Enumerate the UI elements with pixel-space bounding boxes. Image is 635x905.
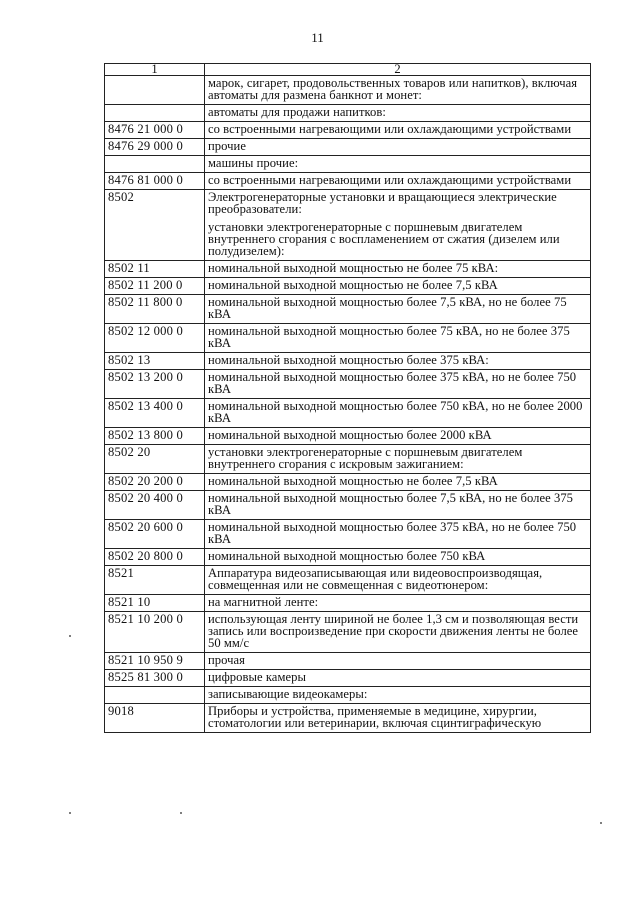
scan-speck [69, 635, 71, 637]
goods-description [205, 139, 591, 156]
goods-description [205, 520, 591, 549]
table-row [105, 190, 591, 261]
tariff-code: 8476 29 000 0 [105, 139, 205, 156]
tariff-table [104, 63, 591, 733]
description-line: прочие [208, 139, 246, 153]
table-row [105, 139, 591, 156]
table-row [105, 491, 591, 520]
description-line: установки электрогенераторные с поршневым двигателем внутреннего сгорания с воспламенением от сжатия (дизелем или полудизелем): [208, 220, 560, 258]
description-line: номинальной выходной мощностью более 2000 кВА [208, 428, 492, 442]
table-row [105, 324, 591, 353]
table-row [105, 653, 591, 670]
description-line: номинальной выходной мощностью более 7,5 кВА, но не более 375 кВА [208, 491, 574, 517]
goods-description [205, 687, 591, 704]
table-row [105, 428, 591, 445]
table-row [105, 549, 591, 566]
description-line: номинальной выходной мощностью не более 75 кВА: [208, 261, 499, 275]
tariff-code: 8476 81 000 0 [105, 173, 205, 190]
description-line: номинальной выходной мощностью более 75 кВА, но не более 375 кВА [208, 324, 570, 350]
table-row [105, 520, 591, 549]
goods-description [205, 353, 591, 370]
description-line: прочая [208, 653, 246, 667]
table-row [105, 295, 591, 324]
goods-description [205, 122, 591, 139]
tariff-code: 8502 20 600 0 [105, 520, 205, 549]
table-row [105, 261, 591, 278]
description-line: записывающие видеокамеры: [208, 687, 368, 701]
table-row [105, 173, 591, 190]
goods-description [205, 612, 591, 653]
goods-description [205, 399, 591, 428]
table-row [105, 670, 591, 687]
scan-speck [69, 812, 71, 814]
table-row [105, 445, 591, 474]
description-line: цифровые камеры [208, 670, 306, 684]
goods-description [205, 491, 591, 520]
goods-description [205, 105, 591, 122]
table-row [105, 278, 591, 295]
goods-description [205, 76, 591, 105]
tariff-code: 8525 81 300 0 [105, 670, 205, 687]
tariff-code [105, 105, 205, 122]
goods-description [205, 595, 591, 612]
table-row [105, 399, 591, 428]
goods-description [205, 261, 591, 278]
description-line: марок, сигарет, продовольственных товаров или напитков), включая автоматы для размена банкнот и монет: [208, 76, 578, 102]
tariff-code: 8502 13 [105, 353, 205, 370]
table-row [105, 612, 591, 653]
goods-description [205, 653, 591, 670]
tariff-code: 8502 11 200 0 [105, 278, 205, 295]
tariff-code: 8502 13 200 0 [105, 370, 205, 399]
column-header-description: 2 [205, 64, 591, 76]
tariff-code: 8502 12 000 0 [105, 324, 205, 353]
table-row [105, 353, 591, 370]
goods-description [205, 474, 591, 491]
goods-description [205, 370, 591, 399]
description-line: установки электрогенераторные с поршневым двигателем внутреннего сгорания с искровым зажиганием: [208, 445, 523, 471]
tariff-code: 8502 20 400 0 [105, 491, 205, 520]
description-line: машины прочие: [208, 156, 299, 170]
goods-description [205, 324, 591, 353]
goods-description [205, 278, 591, 295]
description-line: Электрогенераторные установки и вращающиеся электрические преобразователи: [208, 190, 557, 216]
goods-description [205, 173, 591, 190]
goods-description [205, 445, 591, 474]
tariff-code: 8521 10 950 9 [105, 653, 205, 670]
description-line: автоматы для продажи напитков: [208, 105, 386, 119]
table-row [105, 122, 591, 139]
description-line: со встроенными нагревающими или охлаждающими устройствами [208, 122, 572, 136]
scan-speck [180, 812, 182, 814]
tariff-code [105, 156, 205, 173]
tariff-code: 8502 11 800 0 [105, 295, 205, 324]
tariff-code: 8502 20 800 0 [105, 549, 205, 566]
tariff-code: 8502 13 800 0 [105, 428, 205, 445]
description-line: Аппаратура видеозаписывающая или видеовоспроизводящая, совмещенная или не совмещенная с видеотюнером: [208, 566, 543, 592]
goods-description [205, 704, 591, 733]
table-header-row [105, 64, 591, 76]
description-line: номинальной выходной мощностью более 750 кВА, но не более 2000 кВА [208, 399, 583, 425]
table-row [105, 566, 591, 595]
table-row [105, 595, 591, 612]
table-row [105, 474, 591, 491]
tariff-code: 8502 20 200 0 [105, 474, 205, 491]
goods-description [205, 190, 591, 261]
description-line: номинальной выходной мощностью более 375 кВА: [208, 353, 489, 367]
tariff-code: 9018 [105, 704, 205, 733]
table-row [105, 156, 591, 173]
tariff-code: 8502 20 [105, 445, 205, 474]
description-line: номинальной выходной мощностью более 375 кВА, но не более 750 кВА [208, 520, 577, 546]
table-row [105, 687, 591, 704]
goods-description [205, 670, 591, 687]
goods-description [205, 156, 591, 173]
tariff-code [105, 687, 205, 704]
tariff-code [105, 76, 205, 105]
table-body [105, 76, 591, 733]
table-row [105, 704, 591, 733]
tariff-code: 8502 13 400 0 [105, 399, 205, 428]
tariff-code: 8521 [105, 566, 205, 595]
description-line: со встроенными нагревающими или охлаждающими устройствами [208, 173, 572, 187]
description-line: номинальной выходной мощностью более 750 кВА [208, 549, 486, 563]
description-line: номинальной выходной мощностью более 375 кВА, но не более 750 кВА [208, 370, 577, 396]
tariff-code: 8502 [105, 190, 205, 261]
goods-description [205, 295, 591, 324]
goods-description [205, 549, 591, 566]
description-line: на магнитной ленте: [208, 595, 319, 609]
tariff-code: 8476 21 000 0 [105, 122, 205, 139]
tariff-code: 8521 10 [105, 595, 205, 612]
description-line: номинальной выходной мощностью более 7,5 кВА, но не более 75 кВА [208, 295, 567, 321]
description-line: номинальной выходной мощностью не более 7,5 кВА [208, 474, 498, 488]
tariff-code: 8502 11 [105, 261, 205, 278]
page-number: 11 [311, 30, 324, 45]
goods-description [205, 566, 591, 595]
description-line: Приборы и устройства, применяемые в медицине, хирургии, стоматологии или ветеринарии, включая сцинтиграфическую [208, 704, 542, 730]
description-line: использующая ленту шириной не более 1,3 см и позволяющая вести запись или воспроизведение при скорости движения ленты не более 50 мм/с [208, 612, 579, 650]
scan-speck [600, 822, 602, 824]
description-line: номинальной выходной мощностью не более 7,5 кВА [208, 278, 498, 292]
tariff-code: 8521 10 200 0 [105, 612, 205, 653]
table-row [105, 370, 591, 399]
table-row [105, 105, 591, 122]
column-header-code: 1 [105, 64, 205, 76]
goods-description [205, 428, 591, 445]
table-row [105, 76, 591, 105]
